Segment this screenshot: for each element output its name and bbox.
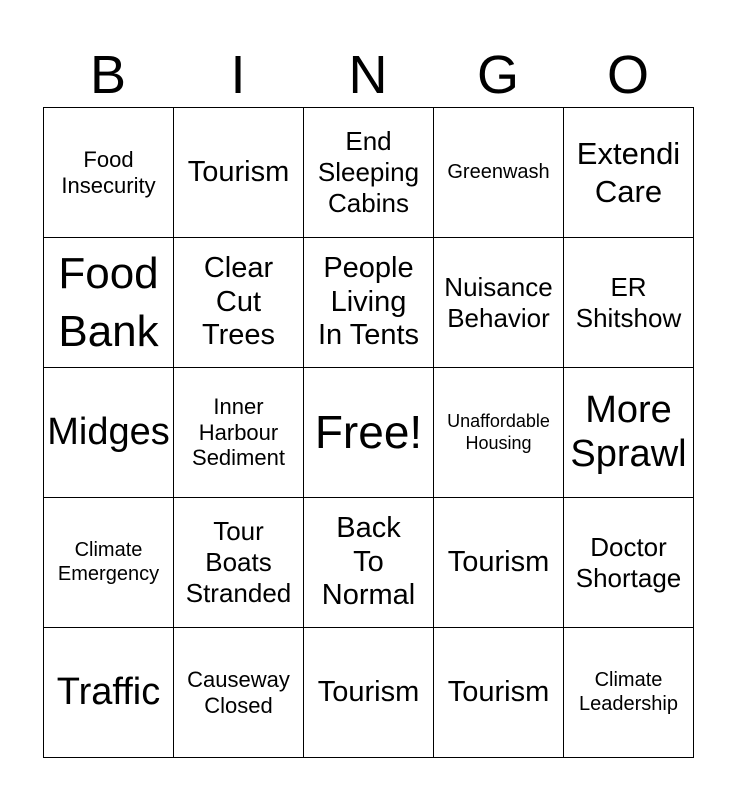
cell-text: Nuisance Behavior: [444, 271, 553, 333]
bingo-cell[interactable]: [303, 107, 434, 238]
cell-text: Traffic: [56, 670, 161, 713]
bingo-cell[interactable]: [563, 107, 694, 238]
bingo-cell[interactable]: [433, 237, 564, 368]
bingo-cell[interactable]: [173, 367, 304, 498]
cell-text: Food Bank: [58, 249, 159, 356]
bingo-cell[interactable]: [173, 237, 304, 368]
bingo-cell[interactable]: [433, 107, 564, 238]
bingo-cell[interactable]: [43, 497, 174, 628]
bingo-cell[interactable]: [563, 367, 694, 498]
bingo-card: [43, 107, 693, 757]
cell-text: Clear Cut Trees: [201, 252, 276, 352]
cell-text: Extendi Care: [576, 135, 681, 209]
cell-text: Midges: [47, 410, 170, 453]
cell-text: Tourism: [447, 545, 550, 578]
header-letter-n: N: [348, 45, 388, 105]
bingo-cell[interactable]: [433, 497, 564, 628]
bingo-header: [43, 44, 693, 106]
cell-text: Food Insecurity: [61, 146, 156, 198]
free-space-cell[interactable]: [303, 367, 434, 498]
cell-text: Free!: [314, 406, 423, 459]
cell-text: Tourism: [447, 675, 550, 708]
bingo-cell[interactable]: [43, 107, 174, 238]
cell-text: Unaffordable Housing: [447, 411, 550, 453]
bingo-cell[interactable]: [173, 497, 304, 628]
cell-text: Climate Leadership: [579, 668, 678, 715]
bingo-cell[interactable]: [173, 107, 304, 238]
bingo-cell[interactable]: [563, 627, 694, 758]
cell-text: Tourism: [317, 675, 420, 708]
cell-text: End Sleeping Cabins: [317, 126, 420, 218]
bingo-cell[interactable]: [303, 497, 434, 628]
bingo-cell[interactable]: [43, 237, 174, 368]
cell-text: More Sprawl: [570, 388, 687, 475]
bingo-cell[interactable]: [43, 627, 174, 758]
cell-text: Tour Boats Stranded: [185, 516, 292, 608]
header-letter-i: I: [230, 45, 246, 105]
cell-text: Tourism: [187, 155, 290, 188]
cell-text: Doctor Shortage: [575, 531, 682, 593]
bingo-cell[interactable]: [303, 627, 434, 758]
bingo-cell[interactable]: [303, 237, 434, 368]
header-letter-o: O: [606, 45, 649, 105]
bingo-cell[interactable]: [433, 367, 564, 498]
bingo-cell[interactable]: [173, 627, 304, 758]
cell-text: Back To Normal: [321, 512, 416, 612]
bingo-cell[interactable]: [43, 367, 174, 498]
header-letter-g: G: [476, 45, 519, 105]
cell-text: Greenwash: [447, 160, 550, 183]
cell-text: ER Shitshow: [575, 271, 682, 333]
cell-text: Causeway Closed: [187, 666, 290, 718]
bingo-cell[interactable]: [433, 627, 564, 758]
header-letter-b: B: [89, 45, 127, 105]
bingo-cell[interactable]: [563, 497, 694, 628]
cell-text: Climate Emergency: [57, 538, 160, 585]
cell-text: Inner Harbour Sediment: [192, 393, 285, 471]
bingo-cell[interactable]: [563, 237, 694, 368]
cell-text: People Living In Tents: [317, 252, 420, 352]
